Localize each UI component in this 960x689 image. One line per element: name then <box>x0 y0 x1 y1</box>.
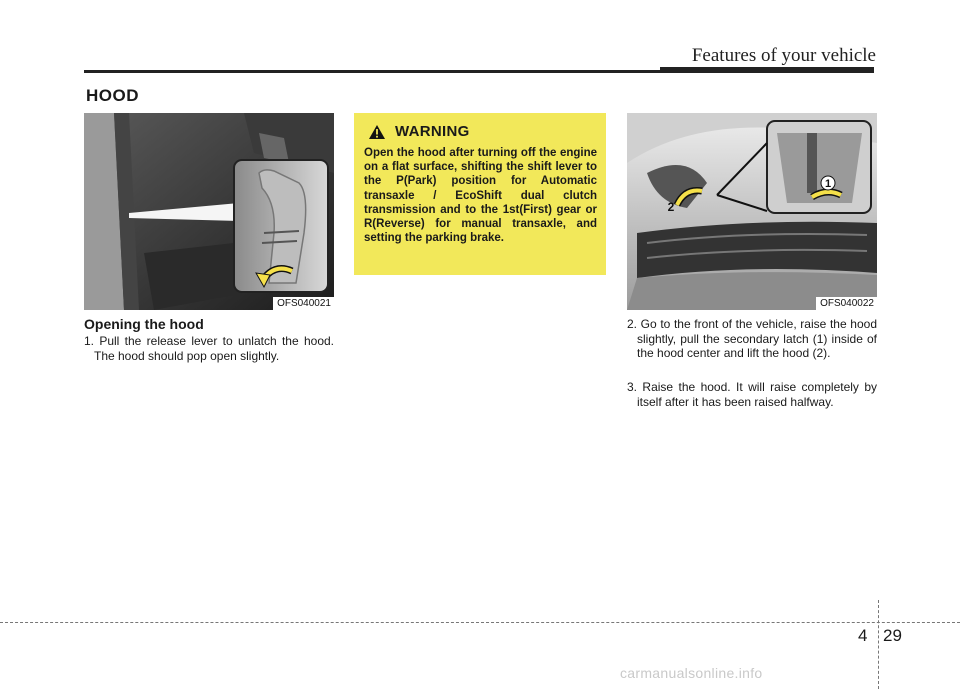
release-lever-photo <box>84 113 334 310</box>
step-1: 1. Pull the release lever to unlatch the hood. The hood should pop open slightly. <box>84 334 334 363</box>
warning-title: WARNING <box>395 123 470 140</box>
warning-triangle-icon <box>368 124 386 140</box>
figure-code: OFS040021 <box>273 297 334 310</box>
callout-2: 2 <box>667 200 675 214</box>
figure-code: OFS040022 <box>816 297 877 310</box>
section-title: HOOD <box>86 86 139 105</box>
warning-box <box>354 113 606 275</box>
header-rule-accent <box>660 67 874 73</box>
warning-header <box>368 123 597 140</box>
front-hood-illustration <box>627 113 877 310</box>
subheading: Opening the hood <box>84 316 204 332</box>
page-number: 29 <box>883 626 902 645</box>
footer-rule <box>0 622 960 623</box>
release-lever-illustration <box>84 113 334 310</box>
step-2: 2. Go to the front of the vehicle, raise the hood slightly, pull the secondary latch (1) inside of the hood center and lift the hood (2). <box>627 317 877 360</box>
footer-divider <box>878 600 879 689</box>
callout-1: 1 <box>824 178 832 190</box>
running-header: Features of your vehicle <box>691 45 876 66</box>
watermark: carmanualsonline.info <box>620 665 763 681</box>
front-hood-photo <box>627 113 877 310</box>
chapter-number: 4 <box>858 626 868 645</box>
warning-text: Open the hood after turning off the engine on a flat surface, shifting the shift lever to the P(Park) position for Automatic transaxle / EcoShift dual clutch transmission and to the 1st(First) gear or R(Reverse) for manual transaxle, and setting the parking brake. <box>364 147 597 245</box>
step-3: 3. Raise the hood. It will raise completely by itself after it has been raised halfway. <box>627 380 877 409</box>
